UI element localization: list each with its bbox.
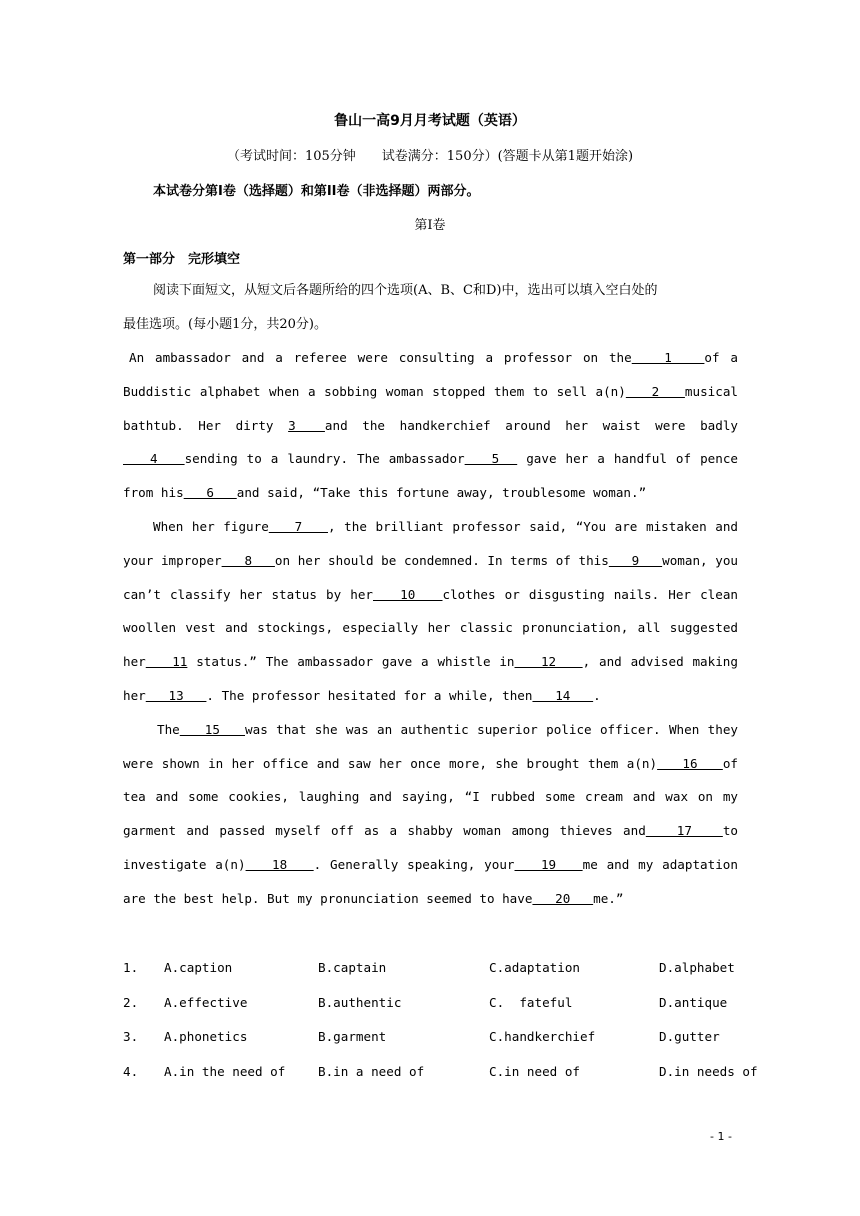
blank-14: 14 (532, 687, 594, 703)
blank-2: 2 (625, 383, 685, 399)
instruction-line-1: 阅读下面短文，从短文后各题所给的四个选项(A、B、C和D)中，选出可以填入空白处的 (153, 283, 658, 298)
exam-title: 鲁山一高9月月考试题（英语） (334, 113, 526, 129)
option-d: D.antique (659, 994, 728, 1010)
blank-9: 9 (608, 552, 663, 568)
question-number: 4. (123, 1063, 139, 1079)
blank-18: 18 (245, 856, 314, 872)
passage-text: on her should be condemned. In terms of this (274, 552, 609, 568)
blank-11: 11 (145, 654, 188, 670)
blank-16: 16 (657, 755, 723, 771)
passage-paragraph-1 (123, 341, 738, 510)
exam-subtitle: （考试时间：105分钟 试卷满分：150分）(答题卡从第1题开始涂) (226, 149, 634, 164)
passage-paragraph-3 (123, 713, 738, 916)
option-row (123, 1056, 763, 1091)
question-number: 1. (123, 960, 139, 975)
blank-1: 1 (631, 350, 705, 365)
passage-text: of a Buddistic alphabet when a sobbing woman stopped them to sell a(n) (123, 350, 738, 399)
passage-text: me and my adaptation are the best help. But my pronunciation seemed to have (123, 856, 738, 906)
blank-6: 6 (183, 485, 237, 501)
blank-8: 8 (221, 552, 275, 568)
blank-3: 3 (288, 417, 325, 433)
option-b: B.in a need of (318, 1063, 425, 1079)
passage-text: When her figure (153, 518, 269, 534)
blank-13: 13 (145, 687, 207, 703)
passage-text: to investigate a(n) (123, 823, 738, 872)
passage-text: clothes or disgusting nails. Her clean woollen vest and stockings, especially her classic pronunciation, all suggested her (123, 586, 738, 670)
passage-paragraph-2 (123, 510, 738, 713)
option-row (123, 987, 763, 1022)
option-row (123, 1021, 763, 1056)
blank-12: 12 (514, 654, 583, 670)
blank-17: 17 (645, 823, 723, 839)
option-a: A.in the need of (164, 1063, 286, 1079)
option-b: B.captain (318, 960, 387, 975)
blank-4: 4 (123, 451, 185, 467)
passage-text: was that she was an authentic superior police officer. When they were shown in her office and saw her once more, she brought them a(n) (123, 721, 738, 771)
option-b: B.authentic (318, 994, 402, 1010)
passage-text: . The professor hesitated for a while, then (206, 687, 533, 703)
passage-text: me.” (593, 890, 624, 906)
part-title: 第一部分 完形填空 (123, 252, 241, 267)
question-number: 2. (123, 994, 139, 1010)
volume-heading: 第I卷 (414, 218, 446, 233)
question-number: 3. (123, 1029, 139, 1044)
option-a: A.caption (164, 960, 233, 975)
exam-intro: 本试卷分第I卷（选择题）和第II卷（非选择题）两部分。 (153, 184, 480, 199)
blank-10: 10 (373, 586, 443, 602)
passage-text: status.” The ambassador gave a whistle in (187, 654, 515, 670)
cloze-passage (123, 341, 738, 916)
option-a: A.phonetics (164, 1029, 248, 1044)
blank-7: 7 (268, 518, 328, 534)
passage-text: woman, you can’t classify her status by her (123, 552, 738, 602)
answer-options (123, 952, 763, 1090)
blank-20: 20 (532, 890, 594, 906)
passage-text: . (593, 687, 601, 703)
option-c: C.adaptation (489, 960, 580, 975)
passage-text: sending to a laundry. The ambassador (184, 451, 465, 467)
option-c: C.handkerchief (489, 1029, 596, 1044)
passage-text: The (157, 721, 180, 737)
option-c: C. fateful (489, 994, 573, 1010)
passage-text: An ambassador and a referee were consulting a professor on the (129, 350, 632, 365)
passage-text: , and advised making her (123, 654, 738, 703)
blank-15: 15 (179, 721, 246, 737)
passage-text: gave her a handful of pence from his (123, 451, 738, 501)
option-d: D.in needs of (659, 1063, 758, 1079)
option-b: B.garment (318, 1029, 387, 1044)
option-row (123, 952, 763, 987)
passage-text: musical bathtub. Her dirty (123, 383, 738, 433)
blank-19: 19 (514, 856, 583, 872)
option-d: D.gutter (659, 1029, 720, 1044)
option-d: D.alphabet (659, 960, 735, 975)
passage-text: and the handkerchief around her waist were badly (324, 417, 738, 433)
option-a: A.effective (164, 994, 248, 1010)
passage-text: . Generally speaking, your (313, 856, 515, 872)
instruction-line-2: 最佳选项。(每小题1分，共20分)。 (123, 317, 327, 332)
page-number: - 1 - (710, 1130, 732, 1143)
passage-text: and said, “Take this fortune away, troublesome woman.” (236, 485, 647, 501)
blank-5: 5 (464, 451, 518, 467)
passage-text: , the brilliant professor said, “You are mistaken and your improper (123, 518, 738, 568)
passage-text: of tea and some cookies, laughing and saying, “I rubbed some cream and wax on my garment and passed myself off as a shabby woman among thieves and (123, 755, 738, 839)
option-c: C.in need of (489, 1063, 580, 1079)
